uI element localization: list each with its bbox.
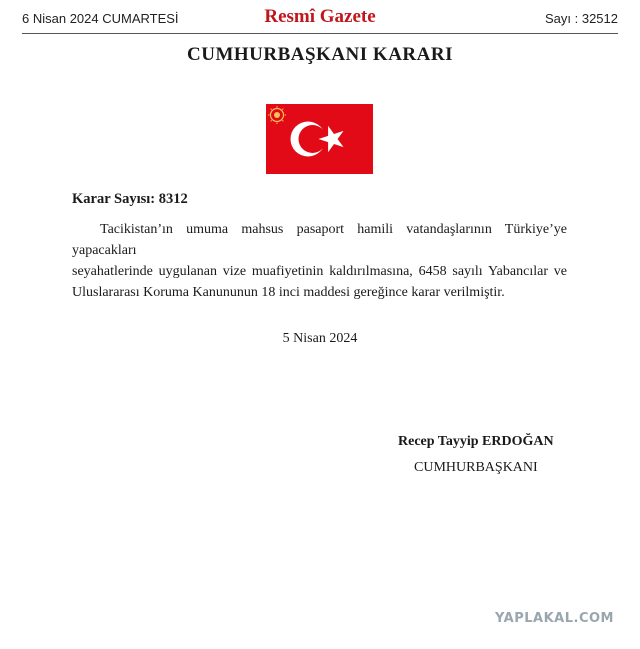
document-title: CUMHURBAŞKANI KARARI	[187, 44, 453, 65]
body-line: seyahatlerinde uygulanan vize muafiyetinin kaldırılmasına, 6458 sayılı Yabancılar ve	[72, 264, 567, 279]
signer-title: CUMHURBAŞKANI	[414, 460, 538, 475]
signer-name: Recep Tayyip ERDOĞAN	[398, 434, 554, 449]
decision-body	[72, 219, 567, 303]
gazette-header	[22, 6, 618, 30]
site-watermark: YAPLAKAL.COM	[495, 611, 614, 626]
decision-number: Karar Sayısı: 8312	[72, 191, 188, 207]
header-divider	[22, 33, 618, 34]
publication-date: 6 Nisan 2024 CUMARTESİ	[22, 11, 179, 26]
issue-number: Sayı : 32512	[545, 11, 618, 26]
body-line: Uluslararası Koruma Kanununun 18 inci maddesi gereğince karar verilmiştir.	[72, 285, 505, 300]
gazette-name: Resmî Gazete	[264, 6, 376, 27]
turkish-flag-icon	[266, 104, 373, 174]
body-line: Tacikistan’ın umuma mahsus pasaport hamili vatandaşlarının Türkiye’ye yapacakları	[72, 222, 567, 258]
presidential-seal-icon	[268, 106, 286, 124]
signature-date: 5 Nisan 2024	[282, 331, 358, 346]
